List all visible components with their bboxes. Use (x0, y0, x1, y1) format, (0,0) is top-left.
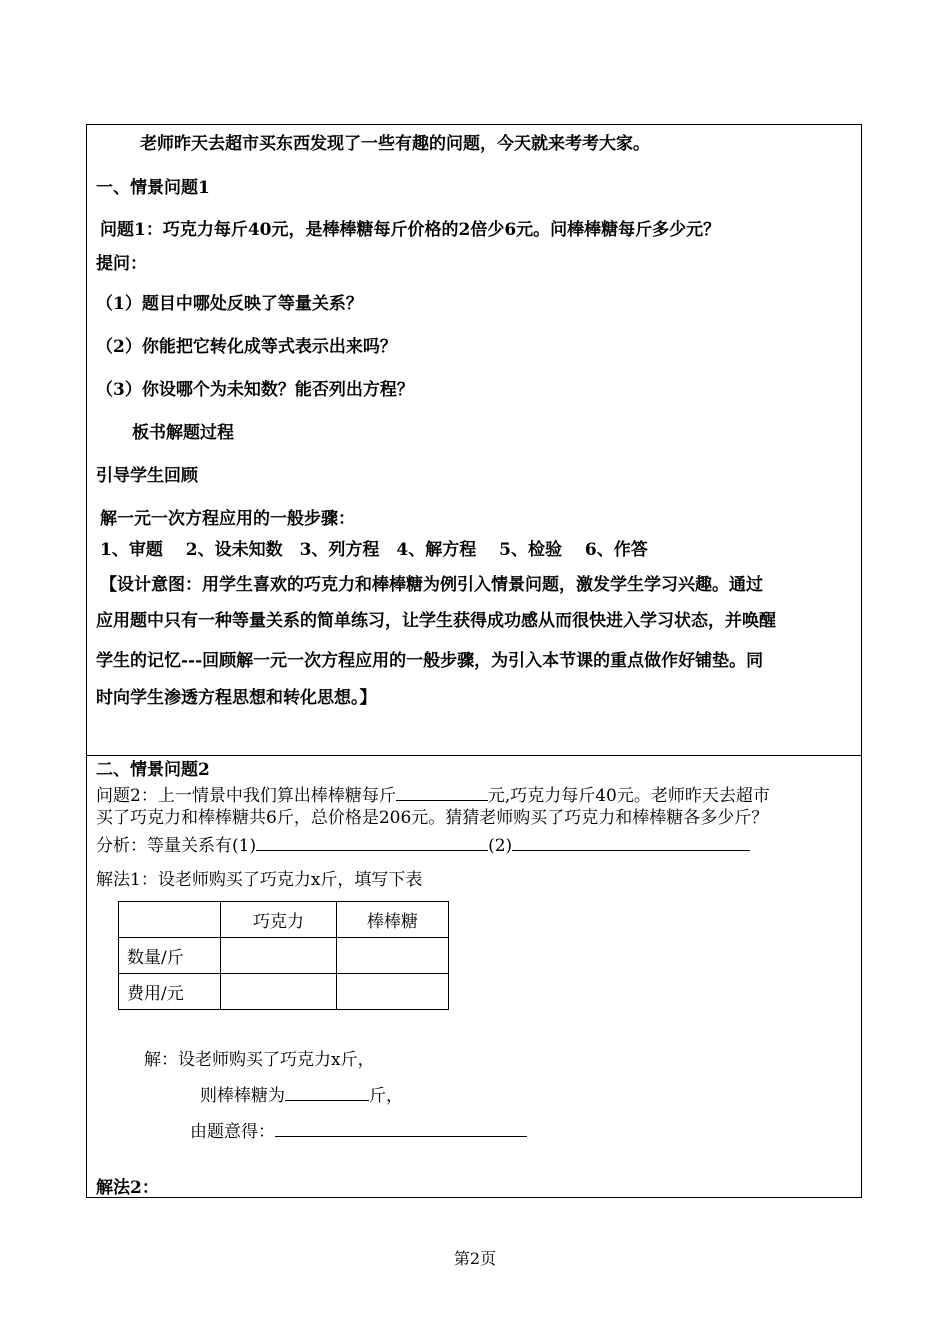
design-intent-line-1: 【设计意图：用学生喜欢的巧克力和棒棒糖为例引入情景问题，激发学生学习兴趣。通过 (100, 575, 763, 595)
blank-lollipop-amount (285, 1084, 369, 1101)
blank-relation-2 (512, 834, 750, 851)
table-row-label: 数量/斤 (119, 938, 221, 974)
guide-text: 引导学生回顾 (96, 466, 198, 486)
ask-label: 提问： (96, 254, 147, 274)
blank-price (396, 784, 488, 801)
solution-line: 解：设老师购买了巧克力x斤， (144, 1050, 375, 1070)
blank-relation-1 (256, 834, 488, 851)
blank-equation (275, 1120, 527, 1137)
design-intent-line-4: 时向学生渗透方程思想和转化思想。】 (96, 688, 377, 708)
from-label: 由题意得： (190, 1122, 275, 1142)
method1-text: 解法1：设老师购买了巧克力x斤，填写下表 (96, 870, 423, 890)
design-intent-line-3: 学生的记忆---回顾解一元一次方程应用的一般步骤，为引入本节课的重点做作好铺垫。同 (96, 651, 764, 671)
table-header-row (119, 902, 449, 938)
problem2-text-a: 问题2：上一情景中我们算出棒棒糖每斤 (96, 786, 396, 806)
table-header-cell: 巧克力 (221, 902, 337, 938)
equation-line (190, 1120, 527, 1142)
design-intent-line-2: 应用题中只有一种等量关系的简单练习，让学生获得成功感从而很快进入学习状态，并唤醒 (96, 611, 776, 631)
table-cell (221, 974, 337, 1010)
table-cell (221, 938, 337, 974)
question-3: （3）你设哪个为未知数？能否列出方程？ (96, 380, 414, 400)
analysis-text-a: 分析：等量关系有(1) (96, 836, 257, 856)
section1-heading: 一、情景问题1 (96, 178, 210, 198)
problem1-text: 问题1：巧克力每斤40元，是棒棒糖每斤价格的2倍少6元。问棒棒糖每斤多少元？ (100, 220, 721, 240)
problem2-text-b: 元,巧克力每斤40元。老师昨天去超市 (487, 786, 770, 806)
board-text: 板书解题过程 (132, 423, 234, 443)
page-number: 第2页 (453, 1249, 497, 1268)
steps-list: 1、审题 2、设未知数 3、列方程 4、解方程 5、检验 6、作答 (100, 540, 648, 560)
analysis-line (96, 834, 750, 856)
table-row (119, 938, 449, 974)
then-line (200, 1084, 403, 1106)
then-text-a: 则棒棒糖为 (200, 1086, 285, 1106)
steps-title: 解一元一次方程应用的一般步骤： (100, 509, 355, 529)
intro-text: 老师昨天去超市买东西发现了一些有趣的问题，今天就来考考大家。 (140, 134, 650, 154)
question-1: （1）题目中哪处反映了等量关系？ (96, 294, 363, 314)
question-2: （2）你能把它转化成等式表示出来吗？ (96, 337, 397, 357)
fill-in-table (118, 901, 449, 1010)
problem2-line-2: 买了巧克力和棒棒糖共6斤，总价格是206元。猜猜老师购买了巧克力和棒棒糖各多少斤？ (96, 808, 769, 828)
then-text-b: 斤， (369, 1086, 403, 1106)
table-header-cell: 棒棒糖 (337, 902, 449, 938)
section-divider (86, 755, 862, 756)
table-row-label: 费用/元 (119, 974, 221, 1010)
table-cell (337, 938, 449, 974)
table-row (119, 974, 449, 1010)
analysis-text-b: (2) (488, 836, 513, 856)
table-header-cell (119, 902, 221, 938)
table-cell (337, 974, 449, 1010)
problem2-line-1 (96, 784, 770, 806)
method2-text: 解法2： (96, 1178, 159, 1198)
section2-heading: 二、情景问题2 (96, 760, 210, 780)
